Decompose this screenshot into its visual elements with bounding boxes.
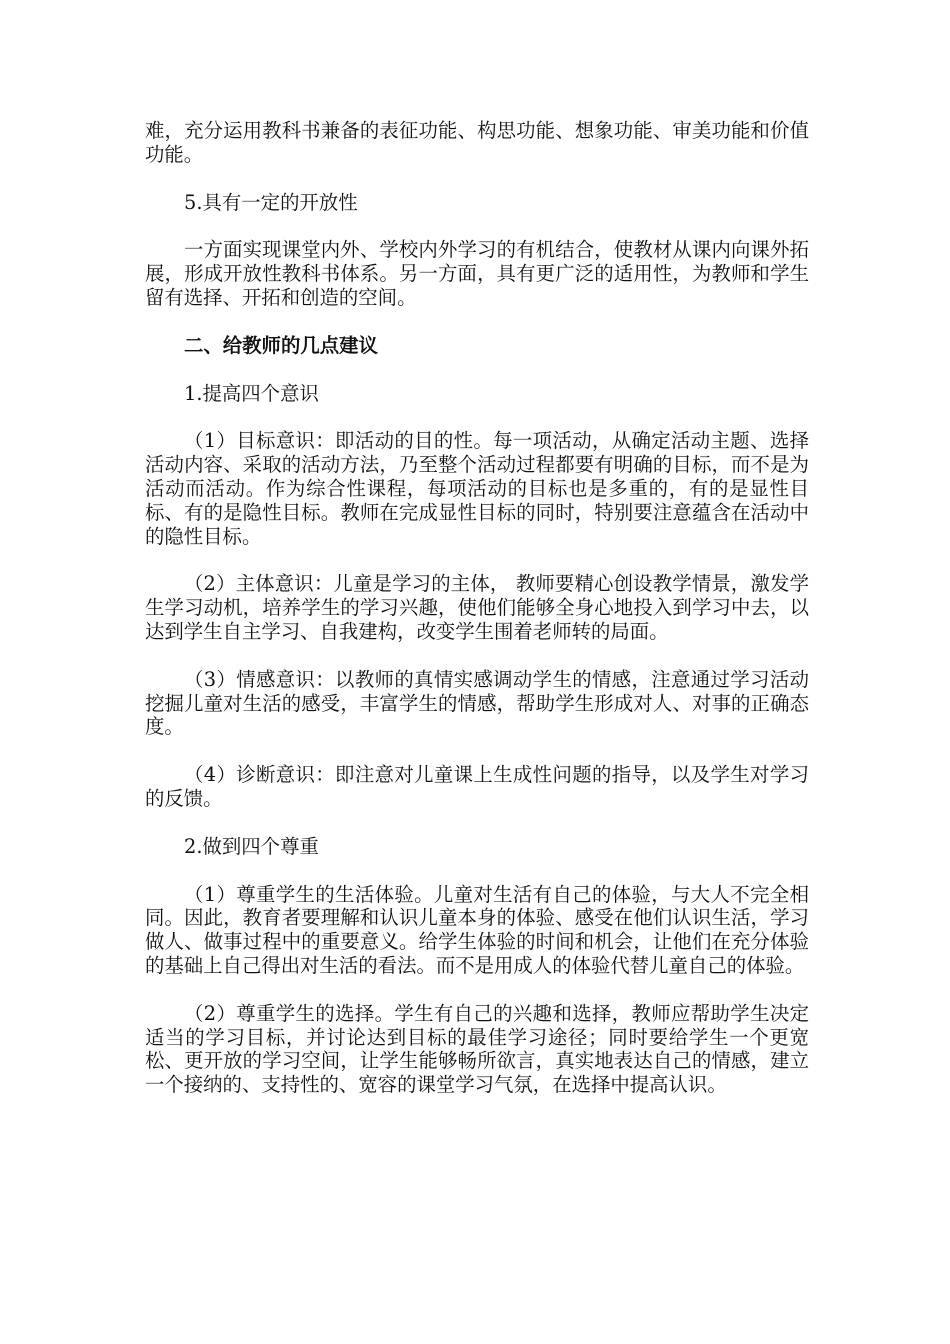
section-heading-teacher-advice: 二、给教师的几点建议	[184, 333, 378, 357]
paragraph-subject-awareness: （2）主体意识：儿童是学习的主体， 教师要精心创设教学情景，激发学生学习动机，培养学生的学习兴趣，使他们能够全身心地投入到学习中去，以达到学生自主学习、自我建构，改变学生围着老师转的局面。	[145, 572, 809, 643]
paragraph-emotion-awareness: （3）情感意识：以教师的真情实感调动学生的情感，注意通过学习活动挖掘儿童对生活的感受，丰富学生的情感，帮助学生形成对人、对事的正确态度。	[145, 667, 809, 739]
paragraph-respect-choice: （2）尊重学生的选择。学生有自己的兴趣和选择，教师应帮助学生决定适当的学习目标，并讨论达到目标的最佳学习途径；同时要给学生一个更宽松、更开放的学习空间，让学生能够畅所欲言，真实地表达自己的情感，建立一个接纳的、支持性的、宽容的课堂学习气氛，在选择中提高认识。	[145, 1001, 809, 1097]
subheading-four-respects: 2.做到四个尊重	[184, 834, 319, 858]
paragraph-respect-experience: （1）尊重学生的生活体验。儿童对生活有自己的体验，与大人不完全相同。因此，教育者要理解和认识儿童本身的体验、感受在他们认识生活，学习做人、做事过程中的重要意义。给学生体验的时间和机会，让他们在充分体验的基础上自己得出对生活的看法。而不是用成人的体验代替儿童自己的体验。	[145, 882, 809, 977]
document-page	[145, 119, 809, 1097]
paragraph-diagnosis-awareness: （4）诊断意识：即注意对儿童课上生成性问题的指导，以及学生对学习的反馈。	[145, 763, 809, 810]
subheading-four-awareness: 1.提高四个意识	[184, 381, 319, 405]
paragraph-continuation: 难，充分运用教科书兼备的表征功能、构思功能、想象功能、审美功能和价值功能。	[145, 119, 809, 166]
subheading-openness: 5.具有一定的开放性	[184, 190, 358, 214]
paragraph-openness: 一方面实现课堂内外、学校内外学习的有机结合，使教材从课内向课外拓展，形成开放性教科书体系。另一方面，具有更广泛的适用性，为教师和学生留有选择、开拓和创造的空间。	[145, 238, 809, 309]
paragraph-goal-awareness: （1）目标意识：即活动的目的性。每一项活动，从确定活动主题、选择活动内容、采取的活动方法，乃至整个活动过程都要有明确的目标，而不是为活动而活动。作为综合性课程，每项活动的目标也是多重的，有的是显性目标、有的是隐性目标。教师在完成显性目标的同时，特别要注意蕴含在活动中的隐性目标。	[145, 429, 809, 548]
